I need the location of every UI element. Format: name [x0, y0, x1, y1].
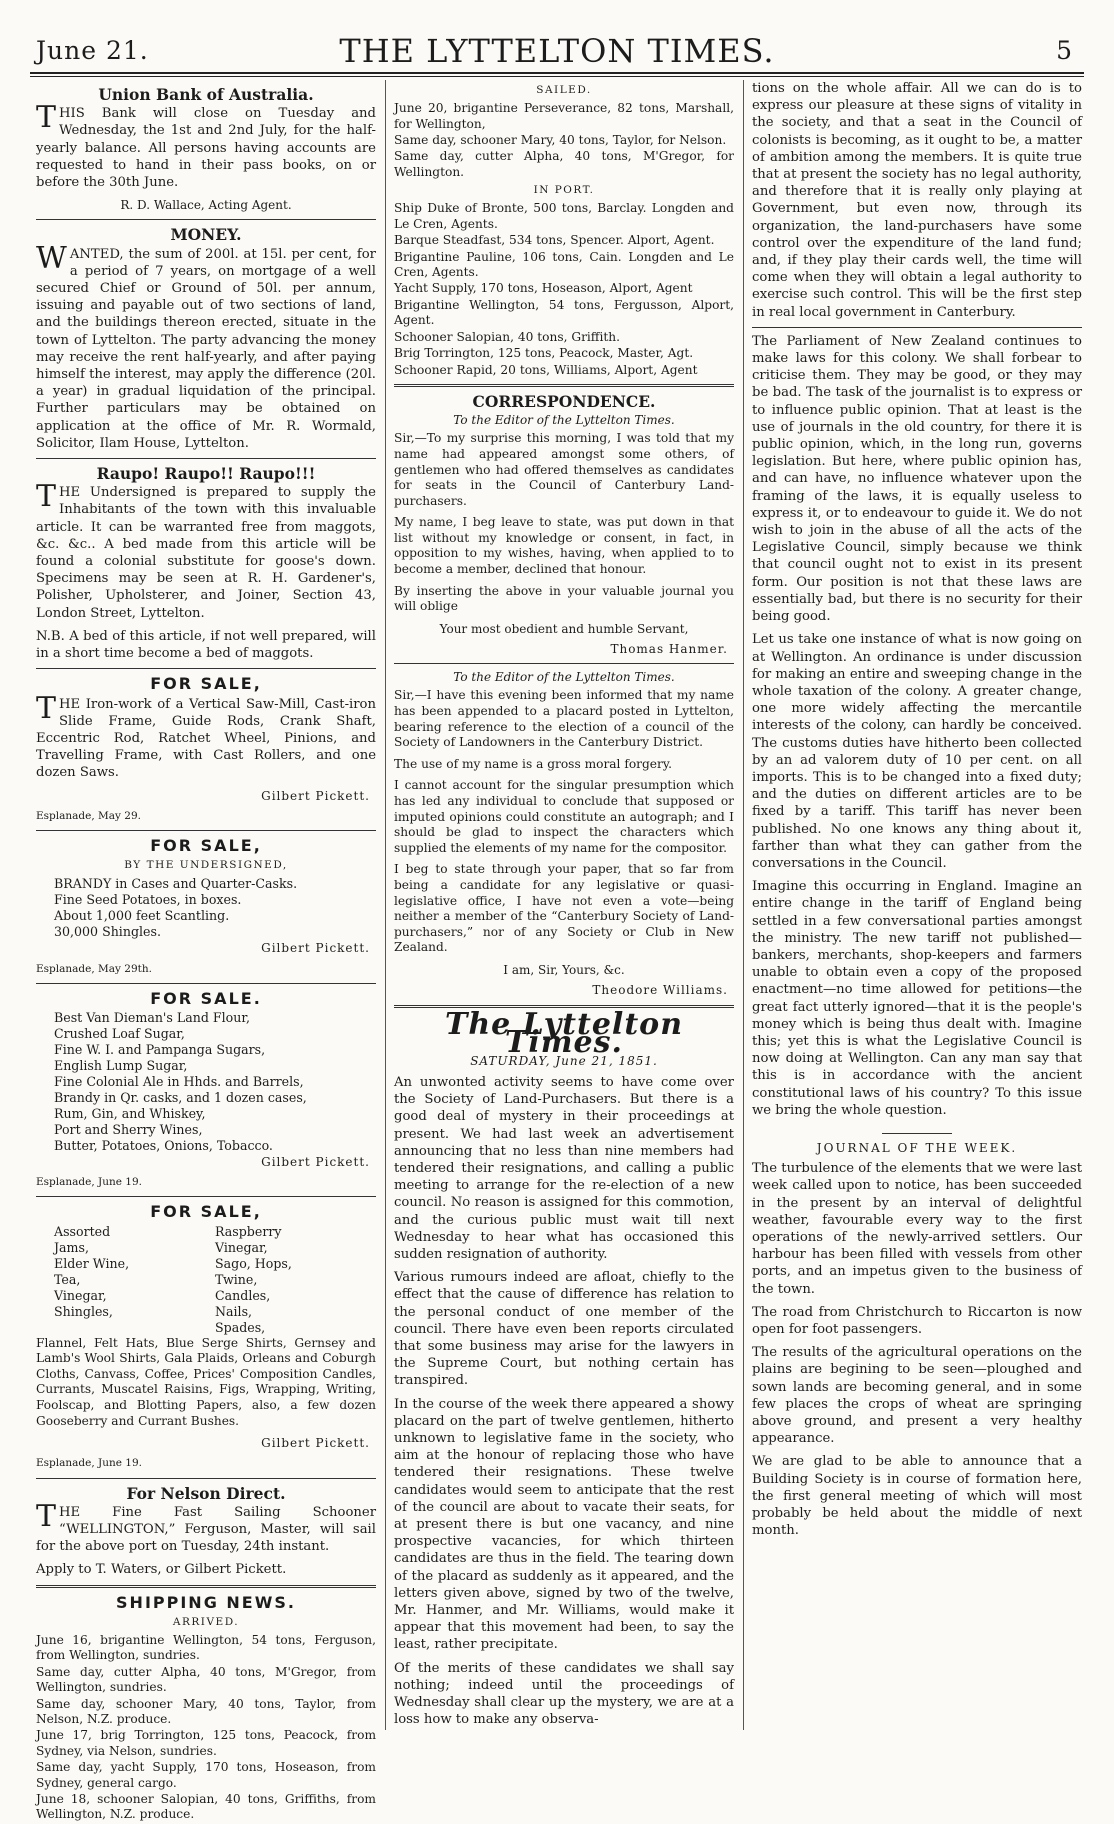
for-sale-3-signature: Gilbert Pickett.	[261, 1154, 370, 1169]
column-3	[752, 80, 1082, 1545]
letter-2-para: The use of my name is a gross moral forgery.	[394, 756, 672, 771]
letter-1-closing: Your most obedient and humble Servant,	[439, 621, 689, 636]
journal-para: The turbulence of the elements that we were last week called upon to notice, has been succeeded in the present by an interval of delightful weather, favourable every way to the first operations of the newly-arrived settlers. Our harbour has been filled with vessels from other ports, and an impetus given to the business of the town.	[752, 1161, 1082, 1297]
list-item: Assorted Jams,	[54, 1223, 111, 1255]
nelson-apply: Apply to T. Waters, or Gilbert Pickett.	[36, 1562, 287, 1578]
list-item: Butter, Potatoes, Onions, Tobacco.	[54, 1137, 273, 1153]
for-sale-1-signature: Gilbert Pickett.	[261, 788, 370, 803]
editorial-para: Of the merits of these candidates we shall say nothing; indeed until the proceedings of Wednesday shall clear up the mystery, we are at a loss how to make any observa-	[394, 1660, 734, 1728]
editorial-para: An unwonted activity seems to have come over the Society of Land-Purchasers. But there is a good deal of mystery in their proceedings at present. We had last week an advertisement announcing that no less than nine members had tendered their resignations, and calling a public meeting to arrange for the re-election of a new council. No reason is assigned for this commotion, and the curious public must wait till next Wednesday to hear what has occasioned this sudden resignation of authority.	[394, 1074, 734, 1262]
letter-1-signature: Thomas Hanmer.	[610, 642, 728, 657]
masthead	[30, 28, 1084, 72]
journal-para: The results of the agricultural operations on the plains are begining to be seen—ploughed and sown lands are becoming general, and in some few places the crops of wheat are springing above ground, and present a very healthy appearance.	[752, 1345, 1082, 1447]
in-port-label: IN PORT.	[533, 184, 595, 197]
in-port-entry: Brig Torrington, 125 tons, Peacock, Master, Agt.	[394, 346, 694, 361]
letter-1-para: By inserting the above in your valuable journal you will oblige	[394, 583, 734, 614]
divider	[36, 830, 376, 831]
union-bank-heading: Union Bank of Australia.	[98, 85, 314, 104]
divider	[36, 668, 376, 669]
arrival-entry: June 16, brigantine Wellington, 54 tons, Ferguson, from Wellington, sundries.	[36, 1632, 376, 1663]
union-bank-signature: R. D. Wallace, Acting Agent.	[120, 198, 292, 213]
divider	[36, 219, 376, 220]
for-sale-2-dateline: Esplanade, May 29th.	[36, 962, 152, 975]
letter-1-para: Sir,—To my surprise this morning, I was told that my name had appeared amongst some others, of gentlemen who had offered themselves as candidates for seats in the Council of Canterbury Land-purchasers.	[394, 431, 734, 508]
raupo-note: N.B. A bed of this article, if not well prepared, will in a short time become a bed of maggots.	[36, 628, 376, 662]
journal-heading: JOURNAL OF THE WEEK.	[816, 1140, 1018, 1155]
page-number: 5	[1056, 36, 1072, 65]
column-divider-2	[743, 80, 744, 1730]
list-item: Nails, Spades,	[215, 1303, 266, 1335]
nelson-body: THE Fine Fast Sailing Schooner “WELLINGTON,” Ferguson, Master, will sail for the above port on Tuesday, 24th instant.	[36, 1498, 376, 1555]
list-item: Twine,	[215, 1271, 258, 1287]
list-item: Shingles,	[54, 1303, 113, 1319]
divider	[36, 1585, 376, 1588]
list-item: Elder Wine,	[54, 1255, 130, 1271]
divider	[394, 663, 734, 664]
issue-date: June 21.	[36, 36, 149, 65]
for-sale-1-dateline: Esplanade, May 29.	[36, 809, 142, 822]
list-item: Sago, Hops,	[215, 1255, 292, 1271]
parliament-para: Let us take one instance of what is now going on at Wellington. An ordinance is under discussion for making an entire and sweeping change in the whole taxation of the colony. A greater change, one more widely affecting the mercantile interests of the colony, can hardly be conceived. The customs duties have hitherto been collected by an ad valorem duty of 10 per cent. on all imports. This is to be changed into a fixed duty; and the duties on different articles are to be fixed by a tariff. This tariff has never been published. No one knows any thing about it, farther than what they can gather from the conversations in the Council.	[752, 632, 1082, 871]
sailed-entry: Same day, schooner Mary, 40 tons, Taylor, for Nelson.	[394, 133, 727, 148]
journal-para: We are glad to be able to announce that a Building Society is in course of formation here, the first general meeting of which will most probably be held about the middle of next month.	[752, 1454, 1082, 1539]
arrival-entry: June 17, brig Torrington, 125 tons, Peacock, from Sydney, via Nelson, sundries.	[36, 1728, 376, 1758]
editorial-para: In the course of the week there appeared a showy placard on the part of twelve gentlemen, hitherto unknown to legislative fame in the society, who aim at the honour of replacing those who have tendered their resignations. These twelve candidates would seem to anticipate that the rest of the council are about to vacate their seats, for at present there is but one vacancy, and nine prospective vacancies, for which thirteen candidates are thus in the field. The tearing down of the placard as suddenly as it appeared, and the letters given above, signed by two of the twelve, Mr. Hanmer, and Mr. Williams, would make it appear that this movement had been, to say the least, rather precipitate.	[394, 1396, 734, 1653]
for-sale-1-body: THE Iron-work of a Vertical Saw-Mill, Cast-iron Slide Frame, Guide Rods, Crank Shaft, Eccentric Rod, Ratchet Wheel, Pinions, and Travelling Frame, with Cast Rollers, and one dozen Saws.	[36, 690, 376, 781]
list-item: BRANDY in Cases and Quarter-Casks.	[54, 876, 298, 892]
list-item: Port and Sherry Wines,	[54, 1121, 203, 1137]
masthead-rule	[30, 72, 1084, 74]
divider	[36, 458, 376, 459]
arrival-entry: June 18, schooner Salopian, 40 tons, Griffiths, from Wellington, N.Z. produce.	[36, 1792, 376, 1822]
raupo-heading: Raupo! Raupo!! Raupo!!!	[96, 464, 316, 484]
short-divider	[882, 1133, 952, 1134]
for-sale-4-right	[215, 1224, 376, 1336]
list-item: Brandy in Qr. casks, and 1 dozen cases,	[54, 1089, 307, 1105]
for-sale-4-heading: FOR SALE,	[150, 1202, 262, 1222]
for-sale-1-heading: FOR SALE,	[150, 674, 262, 694]
column-divider-1	[385, 80, 386, 1730]
divider	[36, 1478, 376, 1479]
divider	[36, 1196, 376, 1197]
sailed-label: SAILED.	[536, 84, 592, 96]
list-item: Tea,	[54, 1271, 81, 1287]
sailed-entry: June 20, brigantine Perseverance, 82 tons, Marshall, for Wellington,	[394, 101, 734, 131]
letter-2-closing: I am, Sir, Yours, &c.	[503, 962, 625, 977]
for-sale-4-signature: Gilbert Pickett.	[261, 1436, 370, 1451]
in-port-entry: Brigantine Wellington, 54 tons, Fergusson, Alport, Agent.	[394, 297, 734, 328]
editorial-title: The Lyttelton Times.	[445, 1007, 683, 1060]
arrival-entry: Same day, schooner Mary, 40 tons, Taylor, from Nelson, N.Z. produce.	[36, 1696, 376, 1726]
list-item: Fine Seed Potatoes, in boxes.	[54, 892, 242, 908]
divider	[752, 327, 1082, 328]
parliament-para: Imagine this occurring in England. Imagine an entire change in the tariff of England being settled in a few conversational parties amongst the ministry. The new tariff not published—bankers, merchants, shop-keepers and farmers unable to obtain even a copy of the proposed enactment—no time allowed for petitions—the great fact utterly ignored—that it is the people's money which is being thus dealt with. Imagine this; yet this is what the Legislative Council is now doing at Wellington. Can any man say that this is in accordance with the ancient constitutional laws of his country? To this issue we bring the whole question.	[752, 879, 1082, 1118]
money-heading: MONEY.	[170, 225, 242, 245]
letter-2-signature: Theodore Williams.	[592, 983, 728, 998]
masthead-rule-thin	[30, 76, 1084, 77]
for-sale-3-list	[36, 1010, 376, 1154]
raupo-body: THE Undersigned is prepared to supply the Inhabitants of the town with this invaluable article. It can be warranted free from maggots, &c. &c.. A bed made from this article will be found a colonial substitute for goose's down. Specimens may be seen at R. H. Gardener's, Polisher, Upholsterer, and Joiner, Section 43, London Street, Lyttelton.	[36, 479, 376, 621]
in-port-entry: Brigantine Pauline, 106 tons, Cain. Longden and Le Cren, Agents.	[394, 249, 734, 280]
letter-2-para: I cannot account for the singular presumption which has led any individual to conclude that supposed or imputed opinions could constitute an autograph; and I should be glad to inspect the characters which supplied the elements of my name for the compositor.	[394, 778, 734, 855]
list-item: Vinegar,	[54, 1287, 107, 1303]
journal-para: The road from Christchurch to Riccarton is now open for foot passengers.	[752, 1304, 1082, 1338]
list-item: Fine Colonial Ale in Hhds. and Barrels,	[54, 1073, 304, 1089]
divider	[36, 983, 376, 984]
list-item: Rum, Gin, and Whiskey,	[54, 1105, 206, 1121]
for-sale-2-subheading: BY THE UNDERSIGNED,	[124, 859, 288, 872]
for-sale-3-heading: FOR SALE.	[150, 988, 262, 1008]
for-sale-3-dateline: Esplanade, June 19.	[36, 1176, 143, 1189]
arrival-entry: Same day, yacht Supply, 170 tons, Hoseason, from Sydney, general cargo.	[36, 1760, 376, 1790]
money-body: WANTED, the sum of 200l. at 15l. per cent, for a period of 7 years, on mortgage of a well secured Chief or Ground of 50l. per annum, issuing and payable out of two sections of land, and the buildings thereon erected, situate in the town of Lyttelton. The party advancing the money may receive the rent half-yearly, and after paying himself the interest, may apply the difference (20l. a year) in gradual liquidation of the principal. Further particulars may be obtained on application at the office of Mr. R. Wormald, Solicitor, Ilam House, Lyttelton.	[36, 240, 376, 451]
list-item: Raspberry Vinegar,	[215, 1223, 282, 1255]
parliament-para: The Parliament of New Zealand continues to make laws for this colony. We shall forbear to criticise them. They may be good, or they may be bad. The task of the journalist is to express or to influence public opinion. That at least is the use of journals in the old country, for there it is public opinion, which, in the long run, governs legislation. But here, where public opinion has, and can have, no influence whatever upon the framing of the laws, it is equally useless to express it, or to endeavour to guide it. We do not wish to join in the abuse of all the acts of the Legislative Council, simply because we think that council ought not to exist in its present form. Our position is not that these laws are essentially bad, but there is no security for their being good.	[752, 333, 1082, 625]
in-port-entry: Barque Steadfast, 534 tons, Spencer. Alport, Agent.	[394, 233, 715, 248]
for-sale-4-dateline: Esplanade, June 19.	[36, 1457, 143, 1470]
in-port-entry: Ship Duke of Bronte, 500 tons, Barclay. Longden and Le Cren, Agents.	[394, 201, 734, 231]
arrival-entry: Same day, cutter Alpha, 40 tons, M'Gregor, from Wellington, sundries.	[36, 1664, 376, 1695]
letter-1-para: My name, I beg leave to state, was put down in that list without my knowledge or consent, in fact, in opposition to my wishes, having, when applied to to become a member, declined that honour.	[394, 515, 734, 577]
sailed-entry: Same day, cutter Alpha, 40 tons, M'Gregor, for Wellington.	[394, 149, 734, 179]
correspondence-heading: CORRESPONDENCE.	[472, 391, 656, 411]
column-2	[394, 80, 734, 1734]
list-item: Fine W. I. and Pampanga Sugars,	[54, 1041, 266, 1057]
in-port-entry: Schooner Salopian, 40 tons, Griffith.	[394, 329, 620, 344]
paper-title: THE LYTTELTON TIMES.	[339, 32, 775, 70]
list-item: English Lump Sugar,	[54, 1057, 188, 1073]
in-port-entry: Schooner Rapid, 20 tons, Williams, Alport, Agent	[394, 362, 698, 377]
shipping-news-heading: SHIPPING NEWS.	[116, 1592, 296, 1612]
editorial-date: SATURDAY, June 21, 1851.	[470, 1053, 658, 1068]
letter-2-para: I beg to state through your paper, that so far from being a candidate for any legislative or quasi-legislative office, I have not even a vote—being neither a member of the “Canterbury Society of Land-purchasers,” nor of any Society or Club in New Zealand.	[394, 862, 734, 955]
divider	[394, 384, 734, 387]
list-item: Candles,	[215, 1287, 271, 1303]
for-sale-2-list	[36, 876, 376, 940]
list-item: Crushed Loaf Sugar,	[54, 1025, 185, 1041]
for-sale-4-left	[54, 1224, 215, 1336]
editorial-continued: tions on the whole affair. All we can do is to express our pleasure at these signs of vitality in the society, and that a seat in the Council of colonists is becoming, as it ought to be, a matter of ambition among the members. It is quite true that at present the society has no legal authority, and therefore that it is really only playing at Government, but even now, through its organization, the land-purchasers have some control over the expenditure of the land fund; and, if they play their cards well, the time will come when they will obtain a legal authority to exercise such control. This will be the first step in real local government in Canterbury.	[752, 81, 1082, 320]
column-1	[36, 80, 376, 1824]
for-sale-2-signature: Gilbert Pickett.	[261, 941, 370, 956]
letter-2-para: Sir,—I have this evening been informed that my name has been appended to a placard posted in Lyttelton, bearing reference to the election of a council of the Society of Landowners in the Canterbury District.	[394, 688, 734, 750]
in-port-entry: Yacht Supply, 170 tons, Hoseason, Alport, Agent	[394, 281, 693, 296]
letter-1-address: To the Editor of the Lyttelton Times.	[453, 413, 675, 428]
for-sale-4-body: Flannel, Felt Hats, Blue Serge Shirts, Gernsey and Lamb's Wool Shirts, Gala Plaids, Orleans and Coburgh Cloths, Canvass, Coffee, Prices' Composition Candles, Currants, Muscatel Raisins, Figs, Wrapping, Writing, Foolscap, and Blotting Papers, also, a few dozen Gooseberry and Currant Bushes.	[36, 1335, 376, 1428]
list-item: About 1,000 feet Scantling.	[54, 908, 230, 924]
for-sale-2-heading: FOR SALE,	[150, 835, 262, 855]
union-bank-body: THIS Bank will close on Tuesday and Wednesday, the 1st and 2nd July, for the half-yearly balance. All persons having accounts are requested to hand in their pass books, on or before the 30th June.	[36, 100, 376, 191]
editorial-para: Various rumours indeed are afloat, chiefly to the effect that the cause of difference has relation to the personal conduct of one member of the council. There have even been reports circulated that some business may arise for the lawyers in the Supreme Court, but nothing certain has transpired.	[394, 1270, 734, 1389]
letter-2-address: To the Editor of the Lyttelton Times.	[453, 670, 675, 685]
nelson-heading: For Nelson Direct.	[126, 1483, 286, 1503]
for-sale-4-grid	[36, 1224, 376, 1336]
list-item: Best Van Dieman's Land Flour,	[54, 1009, 251, 1025]
arrived-label: ARRIVED.	[172, 1615, 240, 1628]
list-item: 30,000 Shingles.	[54, 924, 161, 940]
